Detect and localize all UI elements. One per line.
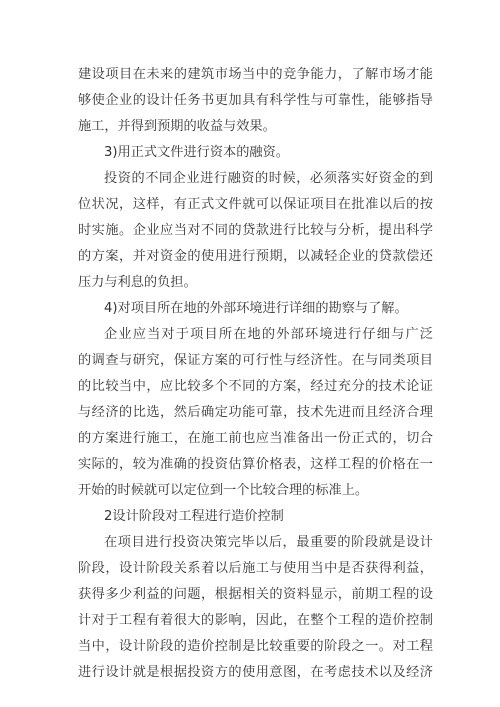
text-line: 够使企业的设计任务书更加具有科学性与可靠性，能够指导 xyxy=(78,93,433,108)
text-line: 的方案，并对资金的使用进行预期，以减轻企业的贷款偿还 xyxy=(78,249,433,264)
text-line: 与经济的比选，然后确定功能可靠，技术先进而且经济合理 xyxy=(78,405,433,420)
text-line: 进行设计就是根据投资方的使用意图，在考虑技术以及经济 xyxy=(78,665,433,680)
text-line: 开始的时候就可以定位到一个比较合理的标准上。 xyxy=(78,483,369,498)
text-line: 企业应当对于项目所在地的外部环境进行仔细与广泛 xyxy=(104,327,433,342)
text-line: 施工，并得到预期的收益与效果。 xyxy=(78,119,276,134)
text-line: 投资的不同企业进行融资的时候，必须落实好资金的到 xyxy=(104,171,433,186)
text-line: 的比较当中，应比较多个不同的方案，经过充分的技术论证 xyxy=(78,379,433,394)
text-line: 获得多少利益的问题，根据相关的资料显示，前期工程的设 xyxy=(78,587,433,602)
text-line: 计对于工程有着很大的影响，因此，在整个工程的造价控制 xyxy=(78,613,433,628)
text-line: 的方案进行施工，在施工前也应当准备出一份正式的，切合 xyxy=(78,431,433,446)
section-heading: 3)用正式文件进行资本的融资。 xyxy=(104,145,289,160)
text-line: 实际的，较为准确的投资估算价格表，这样工程的价格在一 xyxy=(78,457,433,472)
text-line: 位状况，这样，有正式文件就可以保证项目在批准以后的按 xyxy=(78,197,433,212)
text-line: 的调查与研究，保证方案的可行性与经济性。在与同类项目 xyxy=(78,353,433,368)
text-line: 压力与利息的负担。 xyxy=(78,275,197,290)
text-line: 建设项目在未来的建筑市场当中的竞争能力，了解市场才能 xyxy=(78,67,433,82)
text-line: 当中，设计阶段的造价控制是比较重要的阶段之一。对工程 xyxy=(78,639,433,654)
text-line: 在项目进行投资决策完毕以后，最重要的阶段就是设计 xyxy=(104,535,433,550)
text-line: 时实施。企业应当对不同的贷款进行比较与分析，提出科学 xyxy=(78,223,433,238)
section-heading: 4)对项目所在地的外部环境进行详细的勘察与了解。 xyxy=(104,301,408,316)
text-line: 阶段，设计阶段关系着以后施工与使用当中是否获得利益， xyxy=(78,561,433,576)
section-heading: 2设计阶段对工程进行造价控制 xyxy=(104,509,284,524)
